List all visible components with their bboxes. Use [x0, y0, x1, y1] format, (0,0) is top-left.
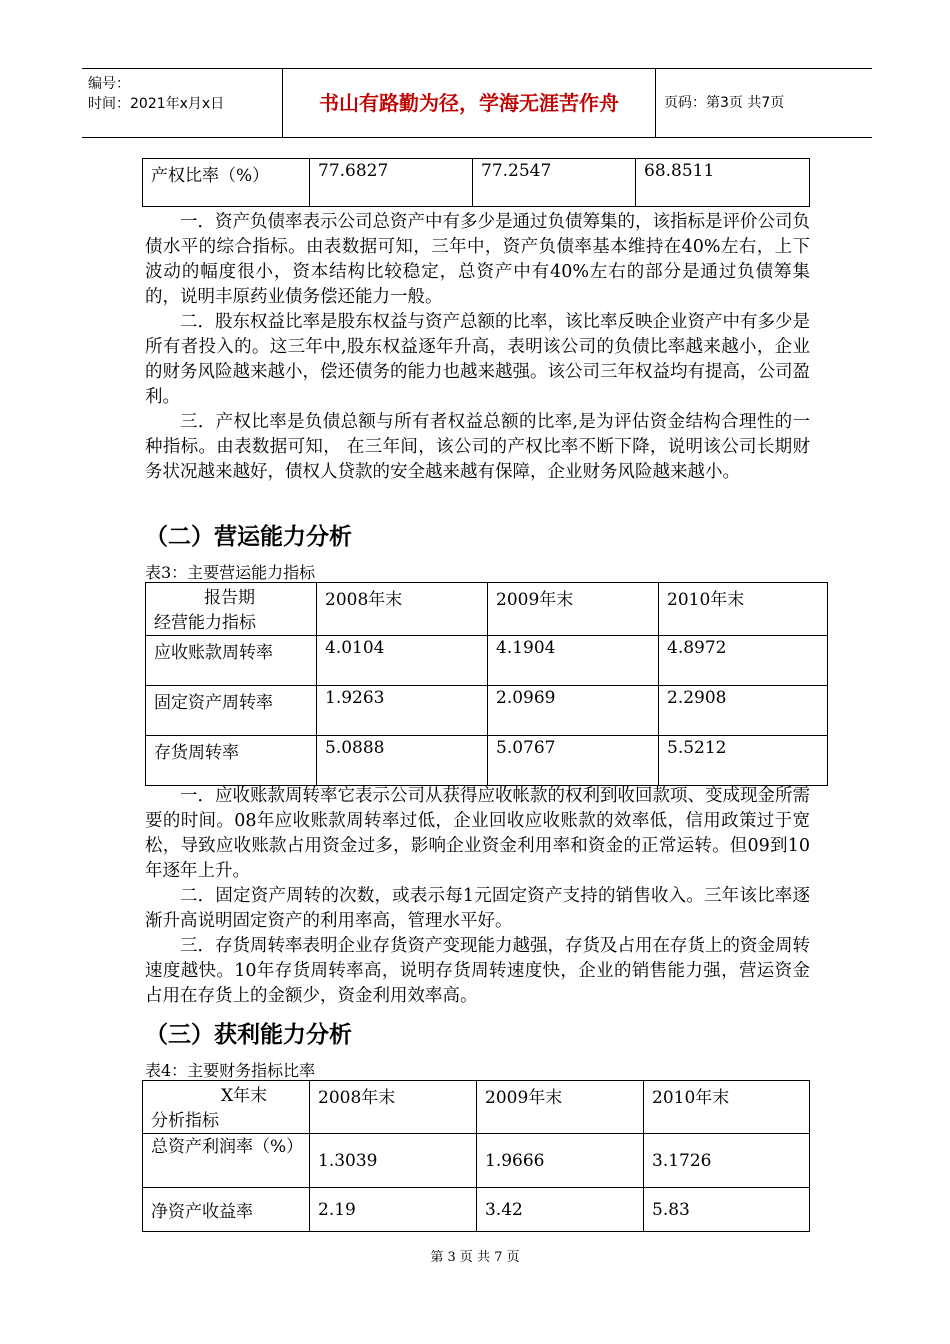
- code-label: 编号：: [88, 76, 130, 92]
- table-header-diagonal: X年末 分析指标: [143, 1081, 310, 1134]
- table-equity-ratio: [142, 158, 810, 207]
- row-label: 净资产收益率: [143, 1188, 310, 1232]
- table-cell: 4.0104: [317, 636, 488, 686]
- page-footer: 第 3 页 共 7 页: [430, 1250, 520, 1265]
- table-row: [143, 1188, 810, 1232]
- row-label: 固定资产周转率: [146, 686, 317, 736]
- year-header: 2009年末: [477, 1081, 644, 1134]
- slogan: 书山有路勤为径，学海无涯苦作舟: [282, 69, 656, 137]
- table-row: [146, 636, 828, 686]
- year-header: 2010年末: [659, 583, 828, 636]
- table-cell: 2.0969: [488, 686, 659, 736]
- table-cell: 1.9263: [317, 686, 488, 736]
- table-cell: 3.1726: [644, 1134, 810, 1188]
- table-cell: 5.5212: [659, 736, 828, 786]
- table-cell: 3.42: [477, 1188, 644, 1232]
- table-cell: 2.19: [310, 1188, 477, 1232]
- table-cell: 5.83: [644, 1188, 810, 1232]
- table-row: [143, 159, 810, 207]
- section-title: （二）营运能力分析: [145, 524, 352, 550]
- table-cell: 4.8972: [659, 636, 828, 686]
- table-cell: 产权比率（%）: [143, 159, 310, 207]
- table-caption: 表3：主要营运能力指标: [145, 563, 316, 582]
- paragraph: 一．资产负债率表示公司总资产中有多少是通过负债筹集的，该指标是评价公司负债水平的综合指标。由表数据可知，三年中，资产负债率基本维持在40%左右，上下波动的幅度很小，资本结构比较稳定，总资产中有40%左右的部分是通过负债筹集的，说明丰原药业债务偿还能力一般。: [145, 212, 810, 307]
- table-cell: 68.8511: [636, 159, 810, 207]
- section-title: （三）获利能力分析: [145, 1022, 352, 1048]
- table-cell: 1.3039: [310, 1134, 477, 1188]
- paragraph: 三．产权比率是负债总额与所有者权益总额的比率,是为评估资金结构合理性的一种指标。由表数据可知， 在三年间，该公司的产权比率不断下降，说明该公司长期财务状况越来越好，债权人贷款的安全越来越有保障，企业财务风险越来越小。: [145, 412, 810, 482]
- table-operating-capacity: [145, 582, 828, 786]
- paragraph: 一．应收账款周转率它表示公司从获得应收帐款的权利到收回款项、变成现金所需要的时间。08年应收账款周转率过低，企业回收应收账款的效率低，信用政策过于宽松，导致应收账款占用资金过多，影响企业资金利用率和资金的正常运转。但09到10年逐年上升。: [145, 786, 810, 881]
- year-header: 2010年末: [644, 1081, 810, 1134]
- table-cell: 1.9666: [477, 1134, 644, 1188]
- page-header: [82, 68, 872, 138]
- table-row: [143, 1134, 810, 1188]
- page-info: 页码：第3页 共7页: [664, 95, 785, 111]
- paragraph: 二．固定资产周转的次数，或表示每1元固定资产支持的销售收入。三年该比率逐渐升高说明固定资产的利用率高，管理水平好。: [145, 886, 810, 931]
- table-profitability: [142, 1080, 810, 1232]
- year-header: 2008年末: [310, 1081, 477, 1134]
- table-header-row: [143, 1081, 810, 1134]
- table-cell: 2.2908: [659, 686, 828, 736]
- table-cell: 77.6827: [310, 159, 473, 207]
- year-header: 2009年末: [488, 583, 659, 636]
- row-label: 应收账款周转率: [146, 636, 317, 686]
- table-cell: 4.1904: [488, 636, 659, 686]
- row-label: 存货周转率: [146, 736, 317, 786]
- year-header: 2008年末: [317, 583, 488, 636]
- header-meta: [82, 69, 282, 137]
- table-cell: 77.2547: [473, 159, 636, 207]
- table-cell: 5.0888: [317, 736, 488, 786]
- paragraph: 二．股东权益比率是股东权益与资产总额的比率，该比率反映企业资产中有多少是所有者投入的。这三年中,股东权益逐年升高，表明该公司的负债比率越来越小，企业的财务风险越来越小，偿还债务的能力也越来越强。该公司三年权益均有提高，公司盈利。: [145, 312, 810, 407]
- table-header-row: [146, 583, 828, 636]
- table-caption: 表4：主要财务指标比率: [145, 1061, 316, 1080]
- table-row: [146, 686, 828, 736]
- table-header-diagonal: 报告期 经营能力指标: [146, 583, 317, 636]
- paragraph: 三．存货周转率表明企业存货资产变现能力越强，存货及占用在存货上的资金周转速度越快。10年存货周转率高，说明存货周转速度快，企业的销售能力强，营运资金占用在存货上的金额少，资金利用效率高。: [145, 936, 810, 1006]
- table-row: [146, 736, 828, 786]
- row-label: 总资产利润率（%）: [143, 1134, 310, 1188]
- date-label: 时间：2021年x月x日: [88, 96, 225, 112]
- table-cell: 5.0767: [488, 736, 659, 786]
